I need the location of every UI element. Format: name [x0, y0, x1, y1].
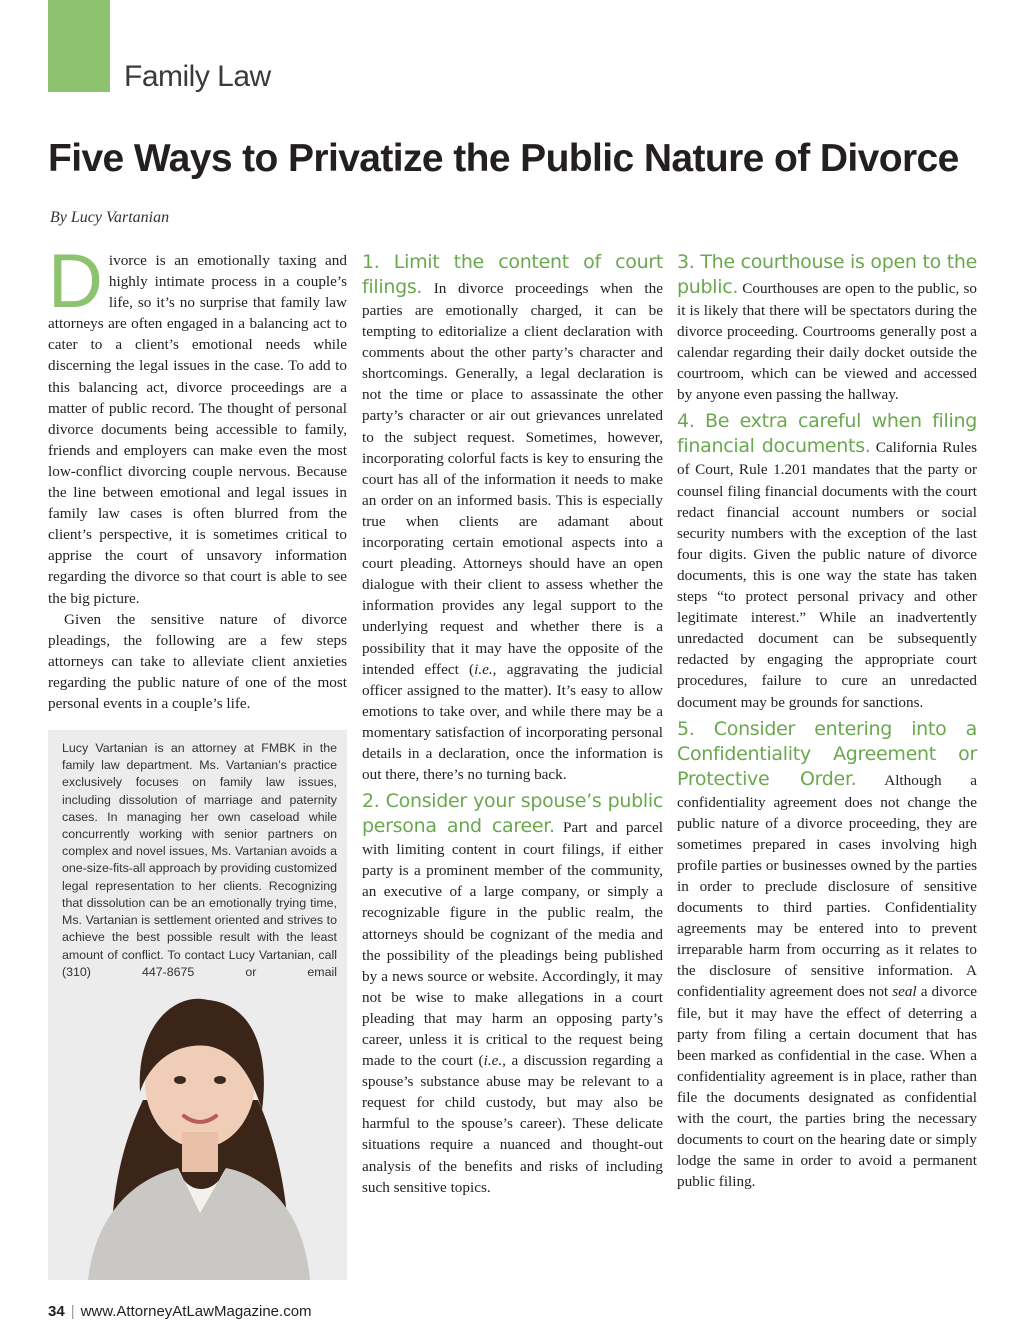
step-5: [677, 717, 977, 1193]
intro-paragraph: [48, 239, 347, 609]
step-4-text: California Rules of Court, Rule 1.201 mandates that the party or counsel filing financial documents with the court redact financial account numbers or social security numbers with the exception of the last four digits. Given the public nature of divorce documents, this is one way the state has taken steps “to protect personal privacy and other legitimate interest.” While an inadvertently unredacted document can be subsequently redacted by engaging the appropriate court procedures, failure to cure an unredacted document may be grounds for sanctions.: [677, 439, 978, 711]
step-5-text-a: Although a confidentiality agreement does not change the public nature of a divorce proceeding, they are sometimes prepared in cases involving high profile parties or businesses owned by the parties in order to preclude disclosure of sensitive documents to third parties. Confidentiality agreements may be entered into to prevent irreparable harm from occurring as it relates to the disclosure of sensitive information. A confidentiality agreement does not: [677, 771, 977, 1001]
step-4: [677, 409, 977, 712]
page-footer: [48, 1304, 312, 1319]
step-2-text-b: a discussion regarding a spouse’s substance abuse may be relevant to a request for child custody, but may also be harmful to the spouse’s career). These delicate situations require a nuanced and thought-out analysis of the benefits and risks of including such sensitive topics.: [362, 1052, 663, 1196]
intro-paragraph-2: Given the sensitive nature of divorce pleadings, the following are a few steps attorneys can take to alleviate client anxieties regarding the public nature of one of the most personal events in a couple’s life.: [48, 610, 347, 712]
author-bio: Lucy Vartanian is an attorney at FMBK in the family law department. Ms. Vartanian’s practice exclusively focuses on family law issues, including dissolution of marriage and paternity cases. In managing her own caseload while concurrently working with senior partners on complex and novel issues, Ms. Vartanian avoids a one-size-fits-all approach by providing customized legal representation to her clients. Recognizing that dissolution can be an emotionally trying time, Ms. Vartanian is settlement oriented and strives to achieve the best possible result with the least amount of conflict. To contact Lucy Vartanian, call (310) 447-8675 or email: [48, 730, 347, 1008]
article-title: Five Ways to Privatize the Public Nature of Divorce: [48, 137, 959, 180]
drop-cap: D: [48, 239, 103, 324]
footer-divider: |: [70, 1303, 75, 1320]
step-1-text-b: aggravating the judicial officer assigned to the matter). It’s easy to allow emotions to take over, and while there may be a momentary satisfaction of incorporating personal details in a declaration, once the information is out there, there’s no turning back.: [362, 660, 663, 784]
step-3-heading: 3. The courthouse is open to the public.: [677, 251, 977, 298]
step-1-text-em: i.e.,: [474, 660, 497, 678]
step-1-text-a: In divorce proceedings when the parties are emotionally charged, it can be tempting to editorialize a client declaration with comments about the other party’s character and shortcomings. Generally, a legal declaration is not the time or place to assassinate the other party’s character or air out grievances unrelated to the subject request. Sometimes, however, incorporating colorful facts is key to ensuring the court has all of the information it needs to make an order on an informed basis. This is especially true when clients are adamant about incorporating certain emotional aspects into a court pleading. Attorneys should have an open dialogue with their client to assess whether the information provides any legal support to the underlying request and whether there is a possibility that it may have the opposite of the intended effect (: [362, 280, 663, 678]
author-photo: [48, 982, 347, 1280]
step-3-text: Courthouses are open to the public, so it is likely that there will be spectators during the divorce proceeding. Courtrooms generally post a calendar regarding their daily docket outside the courtroom, which can be viewed and accessed by anyone even passing the hallway.: [677, 280, 977, 404]
section-label: Family Law: [124, 60, 271, 93]
step-5-text-b: a divorce file, but it may have the effect of deterring a party from filing a certain document that has been marked as confidential in the case. When a confidentiality agreement is in place, rather than file the documents designated as confidential with the court, the parties bring the necessary documents to court on the hearing date or simply lodge the same in order to avoid a permanent public filing.: [677, 983, 977, 1191]
page-number: 34: [48, 1303, 65, 1320]
website-link[interactable]: www.AttorneyAtLawMagazine.com: [80, 1303, 312, 1320]
step-2-text-a: Part and parcel with limiting content in court filings, if either party is a prominent member of the community, an executive of a large company, or simply a recognizable figure in the public realm, the attorneys should be cognizant of the media and the possibility of the pleadings being published by a news source or website. Accordingly, it may not be wise to make allegations in a court pleading that may harm an opposing party’s career, unless it is critical to the request being made to the court (: [362, 819, 663, 1070]
column-3: [677, 250, 977, 1192]
step-5-heading: 5. Consider entering into a Confidentiality Agreement or Protective Order.: [677, 717, 977, 790]
author-portrait-illustration: [48, 982, 347, 1280]
step-1-heading: 1. Limit the content of court filings.: [362, 251, 663, 298]
byline: By Lucy Vartanian: [50, 209, 170, 226]
column-2: [362, 250, 663, 1198]
step-2-heading: 2. Consider your spouse’s public persona and career.: [362, 790, 663, 838]
step-2: [362, 789, 663, 1198]
step-3: [677, 250, 977, 405]
step-2-text-em: i.e.,: [483, 1052, 506, 1070]
step-5-text-em: seal: [892, 983, 917, 1001]
column-1: [48, 239, 347, 1008]
section-color-tab: [48, 0, 110, 92]
step-1: [362, 250, 663, 785]
step-4-heading: 4. Be extra careful when filing financial documents.: [677, 410, 977, 458]
intro-text: ivorce is an emotionally taxing and highly intimate process in a couple’s life, so it’s no surprise that family law attorneys are often engaged in a balancing act to cater to a client’s emotional needs while discerning the legal issues in the case. To add to this balancing act, divorce proceedings are a matter of public record. The thought of personal divorce documents being accessible to family, friends and employers can make even the most low-conflict divorcing couple nervous. Because the line between emotional and legal issues in family law cases is often blurred from the client’s perspective, it is sometimes critical to apprise the court of unsavory information regarding the divorce so that court is able to see the big picture.: [48, 252, 347, 607]
